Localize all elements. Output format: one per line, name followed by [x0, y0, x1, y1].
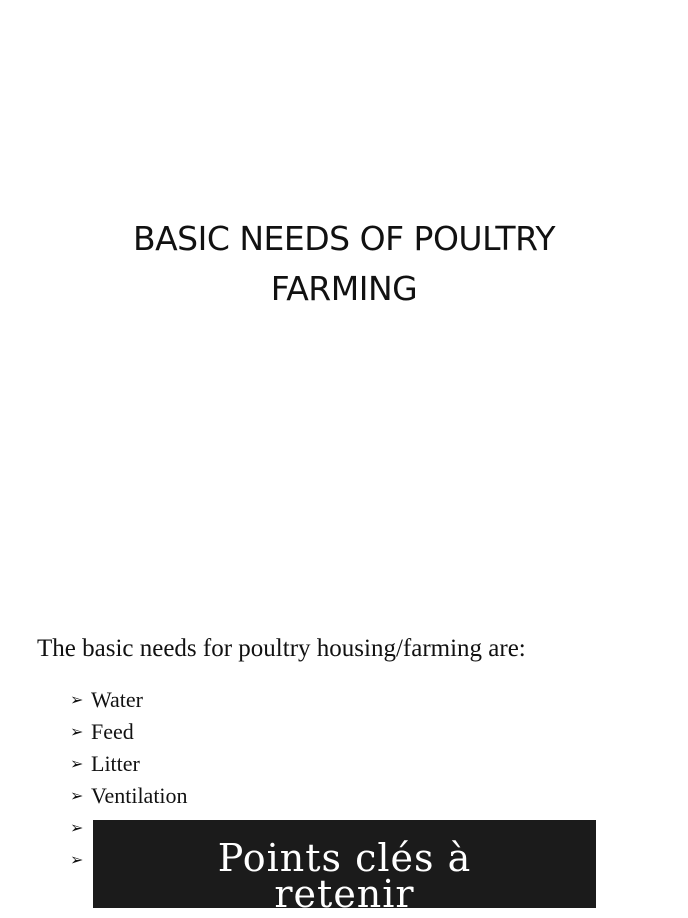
intro-text: The basic needs for poultry housing/farming are:	[37, 635, 526, 662]
list-item-water	[70, 684, 188, 716]
arrowhead-bullet-icon: ➢	[70, 850, 84, 869]
arrowhead-bullet-icon: ➢	[70, 722, 84, 741]
banner-text-line-1: Points clés à	[217, 836, 472, 880]
slide-title-line-2: FARMING	[270, 269, 418, 308]
arrowhead-bullet-icon: ➢	[70, 754, 84, 773]
list-item-label: Ventilation	[91, 783, 188, 808]
banner-text-line-2: retenir	[274, 872, 415, 908]
key-points-banner[interactable]	[93, 820, 596, 908]
arrowhead-bullet-icon: ➢	[70, 818, 84, 837]
list-item-label: Litter	[91, 751, 140, 776]
list-item-label: Water	[91, 687, 143, 712]
list-item-ventilation	[70, 780, 188, 812]
slide-title-line-1: BASIC NEEDS OF POULTRY	[132, 219, 556, 258]
arrowhead-bullet-icon: ➢	[70, 786, 84, 805]
arrowhead-bullet-icon: ➢	[70, 690, 84, 709]
list-item-litter	[70, 748, 188, 780]
list-item-feed	[70, 716, 188, 748]
slide-title	[0, 214, 688, 314]
list-item-label: Feed	[91, 719, 134, 744]
banner-text	[93, 820, 596, 908]
